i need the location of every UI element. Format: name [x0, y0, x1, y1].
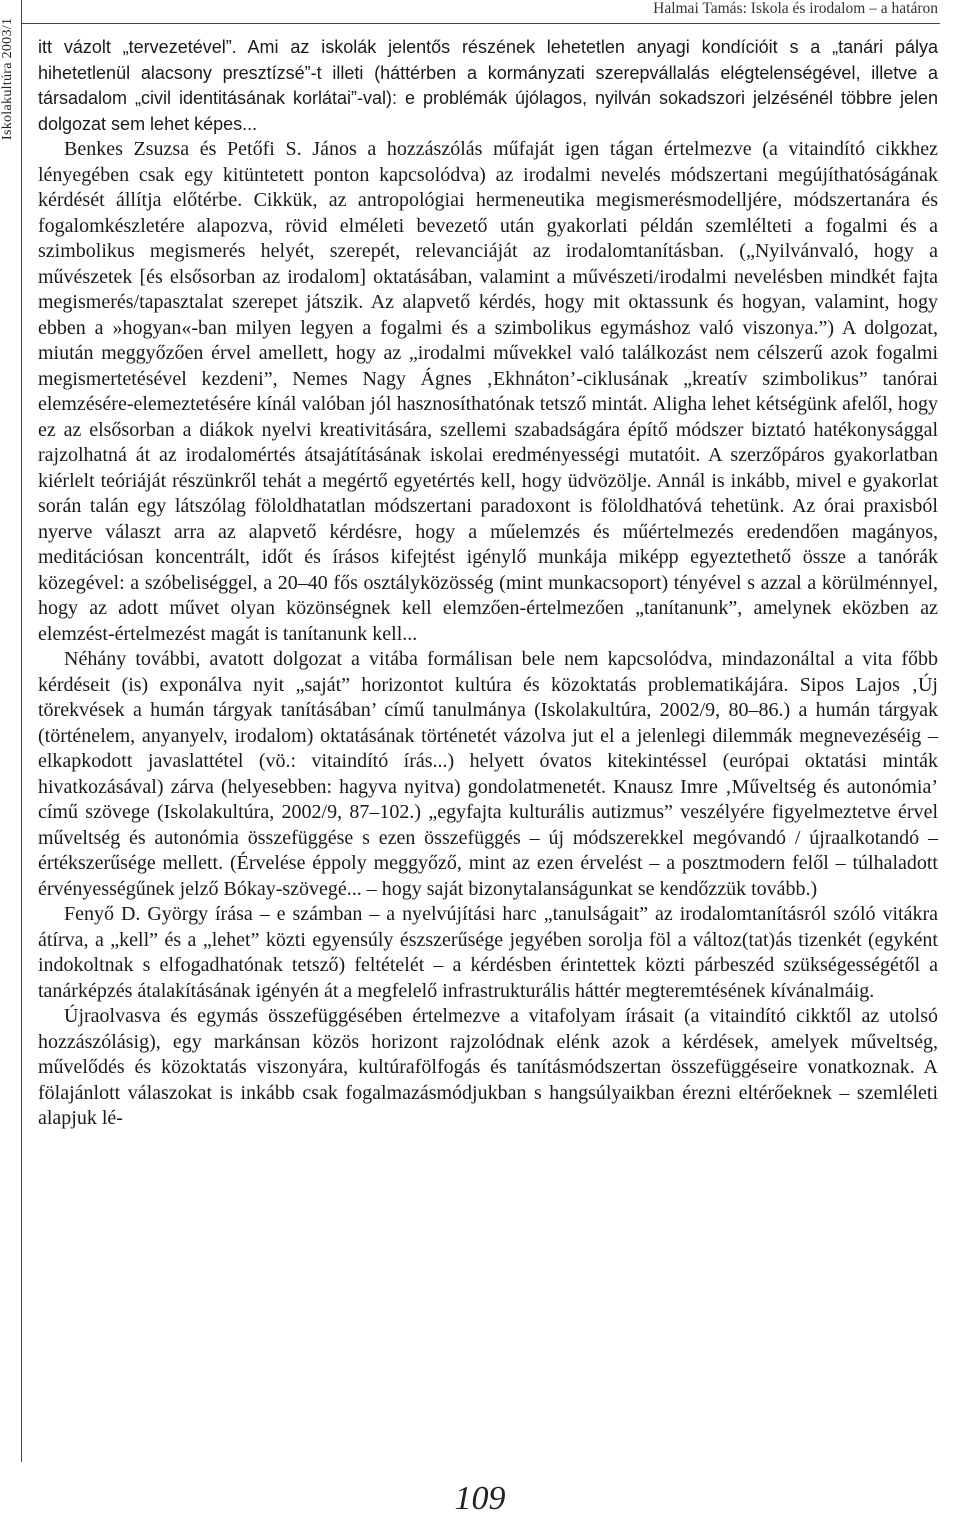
page-number: 109 — [454, 1480, 506, 1517]
body-text — [38, 35, 938, 1132]
side-label: Iskolakultúra 2003/1 — [0, 17, 15, 140]
paragraph-1: itt vázolt „tervezetével”. Ami az iskolák jelentős részének lehetetlen anyagi kondícióit s a „tanári pálya hihetetlenül alacsony presztízsé”-t illeti (háttérben a kormányzati szerepvállalás elégtelenségével, illetve a társadalom „civil identitásának korlátai”-val): e problémák újólagos, nyilván sokadszori jelzésénél többre jelen dolgozat sem lehet képes... — [38, 37, 938, 134]
head-rule — [21, 23, 940, 24]
side-rule — [21, 0, 22, 1462]
paragraph-3: Néhány további, avatott dolgozat a vitába formálisan bele nem kapcsolódva, mindazonáltal a vita főbb kérdéseit (is) exponálva nyit „saját” horizontot kultúra és közoktatás problematikájára. Sipos Lajos ‚Új törekvések a humán tárgyak tanításában’ című tanulmánya (Iskolakultúra, 2002/9, 80–86.) a humán tárgyak (történelem, anyanyelv, irodalom) oktatásának történetét vázolva jut el a jelenlegi dilemmák megnevezéséig – elkapkodott javaslattétel (vö.: vitaindító írás...) helyett óvatos kitekintéssel (európai oktatási minták hivatkozásával) zárva (helyesebben: hagyva nyitva) gondolatmenetét. Knausz Imre ‚Műveltség és autonómia’ című szövege (Iskolakultúra, 2002/9, 87–102.) „egyfajta kulturális autizmus” veszélyére figyelmeztetve érvel műveltség és autonómia összefüggése s ezen összefüggés – új módszerekkel megóvandó / újraalkotandó – értékszerűsége mellett. (Érvelése éppoly meggyőző, mint az ezen érvelést – a posztmodern felől – túlhaladott érvényességűnek jelző Bókay-szövegé... – hogy saját bizonytalanságunkat se kendőzzük tovább.) — [38, 648, 938, 900]
paragraph-5: Újraolvasva és egymás összefüggésében értelmezve a vitafolyam írásait (a vitaindító cikktől az utolsó hozzászólásig), egy markánsan közös horizont rajzolódnak elénk azok a kérdések, amelyek műveltség, művelődés és közoktatás viszonyára, kultúrafölfogás és tanításmódszertan összefüggéseire vonatkoznak. A fölajánlott válaszokat is inkább csak fogalmazásmódjukban s hangsúlyaikban érezni eltérőeknek – szemléleti alapjuk lé- — [38, 1005, 938, 1129]
running-head: Halmai Tamás: Iskola és irodalom – a határon — [653, 0, 938, 17]
paragraph-2: Benkes Zsuzsa és Petőfi S. János a hozzászólás műfaját igen tágan értelmezve (a vitaindító cikkhez lényegében csak egy kitüntetett ponton kapcsolódva) az irodalmi nevelés módszertani megújíthatóságának kérdését állítja előtérbe. Cikkük, az antropológiai hermeneutika megismerésmodelljére, módszertanára és fogalomkészletére alapozva, rövid elméleti bevezető után gyakorlati példán szemlélteti a fogalmi és a szimbolikus megismerés helyét, szerepét, relevanciáját az irodalomtanításban. („Nyilvánvaló, hogy a művészetek [és elsősorban az irodalom] oktatásában, valamint a művészeti/irodalmi nevelésben mindkét fajta megismerés/tapasztalat szerepet játszik. Az alapvető kérdés, hogy mit oktassunk és hogyan, valamint, hogy ebben a »hogyan«-ban milyen legyen a fogalmi és a szimbolikus egymáshoz való viszonya.”) A dolgozat, miután meggyőzően érvel amellett, hogy az „irodalmi művekkel való találkozást nem célszerű azok fogalmi megismertetésével kezdeni”, Nemes Nagy Ágnes ‚Ekhnáton’-ciklusának „kreatív szimbolikus” tanórai elemzésére-elemeztetésére kínál valóban jól hasznosíthatónak tetsző mintát. Aligha lehet kétségünk afelől, hogy ez az elsősorban a diákok nyelvi kreativitására, szellemi szabadságára építő módszer biztató hatékonysággal rajzolhatná át az irodalomértés átsajátításának iskolai eredményességi mutatóit. A szerzőpáros gyakorlatban kiérlelt teóriáját részünkről tehát a megértő egyetértés kell, hogy üdvözölje. Annál is inkább, mivel e gyakorlat során talán egy látszólag föloldhatatlan módszertani paradoxont is föloldhatóvá tehetünk. Az órai praxisból nyerve választ arra az alapvető kérdésre, hogy a műelemzés és műértelmezés eredendően magányos, meditációsan koncentrált, időt és írásos kifejtést igénylő munkája miképp egyeztethető össze a tanórák közegével: a szóbeliséggel, a 20–40 fős osztályközösség (mint munkacsoport) tényével s azzal a körülménnyel, hogy az adott művet olyan közönségnek kell elemzően-értelmezően „tanítanunk”, amelynek eközben az elemzést-értelmezést magát is tanítanunk kell... — [38, 138, 938, 645]
paragraph-4: Fenyő D. György írása – e számban – a nyelvújítási harc „tanulságait” az irodalomtanításról szóló vitákra átírva, a „kell” és a „lehet” közti egyensúly észszerűsége jegyében sorolja föl a változ(tat)ás tizenkét (egyként indokoltnak s elfogadhatónak tetsző) feltételét – a kérdésben érintettek közti párbeszéd szükségességétől a tanárképzés átalakításának igényén át a megfelelő infrastrukturális háttér megteremtésének kívánalmáig. — [38, 903, 938, 1002]
